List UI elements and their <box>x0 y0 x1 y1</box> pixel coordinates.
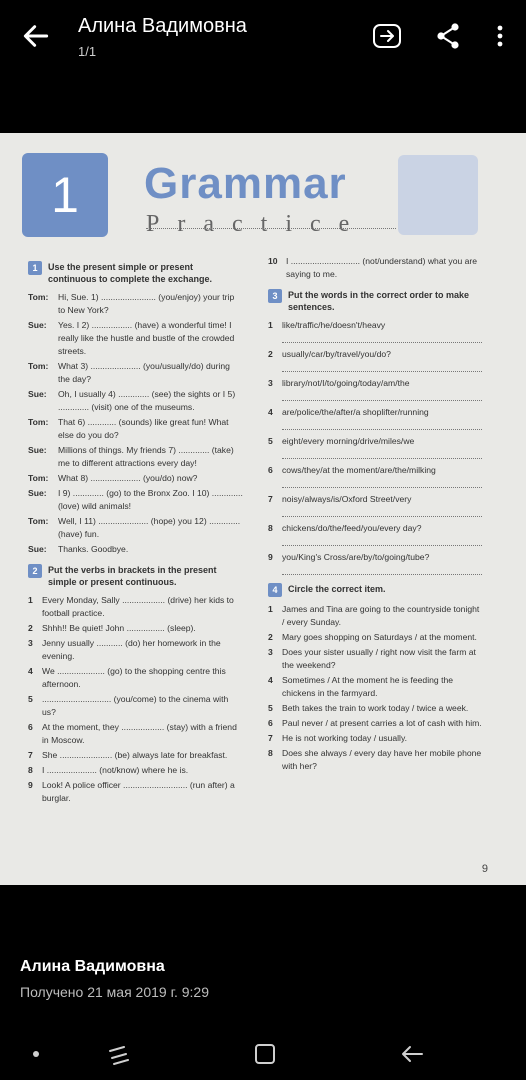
left-column <box>28 257 243 807</box>
dialogue-text: That 6) ............ (sounds) like great fun! What else do you do? <box>58 417 229 440</box>
exercise-item <box>268 551 482 564</box>
item-text: Sometimes / At the moment he is feeding the chickens in the farmyard. <box>282 675 454 698</box>
item-text: Mary goes shopping on Saturdays / at the moment. <box>282 632 477 642</box>
dialogue-line <box>28 515 243 541</box>
item-text: He is not working today / usually. <box>282 733 407 743</box>
right-column <box>268 255 482 775</box>
exercise-item <box>28 721 243 747</box>
dialogue-text: What 8) ..................... (you/do) now? <box>58 473 198 483</box>
item-text: noisy/always/is/Oxford Street/very <box>282 494 412 504</box>
exercise-badge: 2 <box>28 564 42 578</box>
answer-line <box>282 537 482 546</box>
item-number: 2 <box>268 349 273 359</box>
dialogue-line <box>28 416 243 442</box>
exercise-item <box>268 747 482 773</box>
practice-subtitle: Practice <box>146 211 368 237</box>
exercise-item <box>268 348 482 361</box>
answer-line <box>282 450 482 459</box>
item-text: ............................. (you/come) to the cinema with us? <box>42 694 229 717</box>
dialogue-text: What 3) ..................... (you/usually/do) during the day? <box>58 361 230 384</box>
speaker: Tom: <box>28 516 49 526</box>
item-text: are/police/the/after/a shoplifter/running <box>282 407 429 417</box>
speaker: Sue: <box>28 389 47 399</box>
item-number: 1 <box>28 595 33 605</box>
dialogue-text: Yes. I 2) ................. (have) a wonderful time! I really like the hustle and bustle of the crowded streets. <box>58 320 235 356</box>
exercise-item <box>28 594 243 620</box>
exercise-item <box>268 319 482 332</box>
item-number: 3 <box>268 378 273 388</box>
item-number: 3 <box>268 647 273 657</box>
item-text: Jenny usually ........... (do) her homework in the evening. <box>42 638 221 661</box>
item-number: 4 <box>268 675 273 685</box>
answer-line <box>282 392 482 401</box>
home-icon[interactable] <box>249 1038 281 1070</box>
dialogue-text: Oh, I usually 4) ............. (see) the sights or I 5) ............. (visit) one of the museums. <box>58 389 236 412</box>
item-number: 8 <box>268 523 273 533</box>
dialogue-line <box>28 543 243 556</box>
exercise-4-header <box>268 583 482 597</box>
speaker: Tom: <box>28 292 49 302</box>
exercise-item <box>28 637 243 663</box>
exercise-3-header <box>268 289 482 313</box>
item-text: At the moment, they .................. (stay) with a friend in Moscow. <box>42 722 237 745</box>
top-bar <box>0 0 526 72</box>
speaker: Tom: <box>28 361 49 371</box>
answer-line <box>282 421 482 430</box>
decorative-box <box>398 155 478 235</box>
item-number: 5 <box>28 694 33 704</box>
exercise-item <box>268 603 482 629</box>
item-number: 6 <box>268 465 273 475</box>
exercise-instruction: Put the verbs in brackets in the present simple or present continuous. <box>48 565 217 587</box>
exercise-item <box>268 377 482 390</box>
item-number: 2 <box>28 623 33 633</box>
item-number: 9 <box>268 552 273 562</box>
item-text: I ............................. (not/understand) what you are saying to me. <box>286 256 478 279</box>
item-text: library/not/I/to/going/today/am/the <box>282 378 410 388</box>
exercise-item <box>268 702 482 715</box>
dialogue-text: Millions of things. My friends 7) ............. (take) me to different attractions every day! <box>58 445 234 468</box>
unit-number: 1 <box>22 153 108 237</box>
exercise-item <box>268 732 482 745</box>
item-number: 1 <box>268 320 273 330</box>
item-text: chickens/do/the/feed/you/every day? <box>282 523 422 533</box>
item-number: 1 <box>268 604 273 614</box>
item-number: 6 <box>28 722 33 732</box>
back-icon[interactable] <box>20 20 52 52</box>
exercise-item <box>28 622 243 635</box>
image-counter: 1/1 <box>78 44 97 59</box>
exercise-item <box>28 779 243 805</box>
item-text: Does your sister usually / right now visit the farm at the weekend? <box>282 647 476 670</box>
item-number: 7 <box>268 494 273 504</box>
exercise-badge: 4 <box>268 583 282 597</box>
answer-line <box>282 334 482 343</box>
item-number: 2 <box>268 632 273 642</box>
speaker: Tom: <box>28 417 49 427</box>
back-nav-icon[interactable] <box>396 1038 428 1070</box>
dialogue-line <box>28 291 243 317</box>
item-text: you/King's Cross/are/by/to/going/tube? <box>282 552 430 562</box>
sender-name: Алина Вадимовна <box>20 958 165 975</box>
exercise-item <box>28 764 243 777</box>
exercise-item <box>268 674 482 700</box>
item-text: eight/every morning/drive/miles/we <box>282 436 415 446</box>
dialogue-line <box>28 360 243 386</box>
speaker: Sue: <box>28 320 47 330</box>
exercise-item <box>268 406 482 419</box>
dot-icon[interactable] <box>20 1038 52 1070</box>
item-text: I ..................... (not/know) where he is. <box>42 765 189 775</box>
item-number: 9 <box>28 780 33 790</box>
item-text: like/traffic/he/doesn't/heavy <box>282 320 386 330</box>
exercise-instruction: Put the words in the correct order to make sentences. <box>288 290 470 312</box>
exercise-item <box>268 717 482 730</box>
grammar-title: Grammar <box>144 159 347 208</box>
more-vert-icon[interactable] <box>484 20 516 52</box>
item-text: She ...................... (be) always late for breakfast. <box>42 750 228 760</box>
exercise-instruction: Circle the correct item. <box>288 584 386 594</box>
answer-line <box>282 508 482 517</box>
open-external-icon[interactable] <box>371 20 403 52</box>
answer-line <box>282 479 482 488</box>
dialogue-line <box>28 388 243 414</box>
item-text: Shhh!! Be quiet! John ................ (sleep). <box>42 623 196 633</box>
speaker: Tom: <box>28 473 49 483</box>
item-number: 6 <box>268 718 273 728</box>
exercise-item <box>268 631 482 644</box>
item-number: 7 <box>28 750 33 760</box>
speaker: Sue: <box>28 544 47 554</box>
exercise-2-header <box>28 564 243 588</box>
item-number: 5 <box>268 703 273 713</box>
item-number: 4 <box>28 666 33 676</box>
system-nav-bar <box>0 1028 526 1080</box>
item-number: 3 <box>28 638 33 648</box>
dialogue-line <box>28 472 243 485</box>
dialogue-text: Well, I 11) ..................... (hope) you 12) ............. (have) fun. <box>58 516 241 539</box>
exercise-1-header <box>28 261 243 285</box>
dialogue-line <box>28 444 243 470</box>
item-text: usually/car/by/travel/you/do? <box>282 349 391 359</box>
exercise-item <box>28 749 243 762</box>
subtitle-dots <box>146 228 396 229</box>
item-text: Paul never / at present carries a lot of cash with him. <box>282 718 482 728</box>
exercise-badge: 3 <box>268 289 282 303</box>
page-number: 9 <box>481 863 488 875</box>
dialogue-text: Thanks. Goodbye. <box>58 544 129 554</box>
exercise-badge: 1 <box>28 261 42 275</box>
item-text: We .................... (go) to the shopping centre this afternoon. <box>42 666 226 689</box>
speaker: Sue: <box>28 445 47 455</box>
speaker: Sue: <box>28 488 47 498</box>
item-text: Look! A police officer ........................... (run after) a burglar. <box>42 780 235 803</box>
exercise-item <box>268 255 482 281</box>
item-number: 10 <box>268 256 278 266</box>
received-date: Получено 21 мая 2019 г. 9:29 <box>20 984 209 1000</box>
exercise-item <box>268 435 482 448</box>
item-number: 7 <box>268 733 273 743</box>
dialogue-line <box>28 319 243 358</box>
item-text: Every Monday, Sally .................. (drive) her kids to football practice. <box>42 595 234 618</box>
item-text: cows/they/at the moment/are/the/milking <box>282 465 436 475</box>
exercise-instruction: Use the present simple or present continuous to complete the exchange. <box>48 262 213 284</box>
item-number: 4 <box>268 407 273 417</box>
exercise-item <box>268 646 482 672</box>
exercise-item <box>28 665 243 691</box>
item-text: James and Tina are going to the countryside tonight / every Sunday. <box>282 604 480 627</box>
dialogue-line <box>28 487 243 513</box>
item-number: 8 <box>268 748 273 758</box>
exercise-item <box>268 464 482 477</box>
share-icon[interactable] <box>432 20 464 52</box>
item-text: Does she always / every day have her mobile phone with her? <box>282 748 482 771</box>
contact-title: Алина Вадимовна <box>78 15 247 37</box>
dialogue-text: I 9) ............. (go) to the Bronx Zoo. I 10) ............. (love) wild animals! <box>58 488 243 511</box>
dialogue-text: Hi, Sue. 1) ....................... (you/enjoy) your trip to New York? <box>58 292 235 315</box>
item-number: 5 <box>268 436 273 446</box>
item-number: 8 <box>28 765 33 775</box>
recent-apps-icon[interactable] <box>102 1038 134 1070</box>
answer-line <box>282 566 482 575</box>
item-text: Beth takes the train to work today / twice a week. <box>282 703 469 713</box>
photo-page[interactable] <box>0 133 526 885</box>
exercise-item <box>268 493 482 506</box>
answer-line <box>282 363 482 372</box>
exercise-item <box>268 522 482 535</box>
exercise-item <box>28 693 243 719</box>
